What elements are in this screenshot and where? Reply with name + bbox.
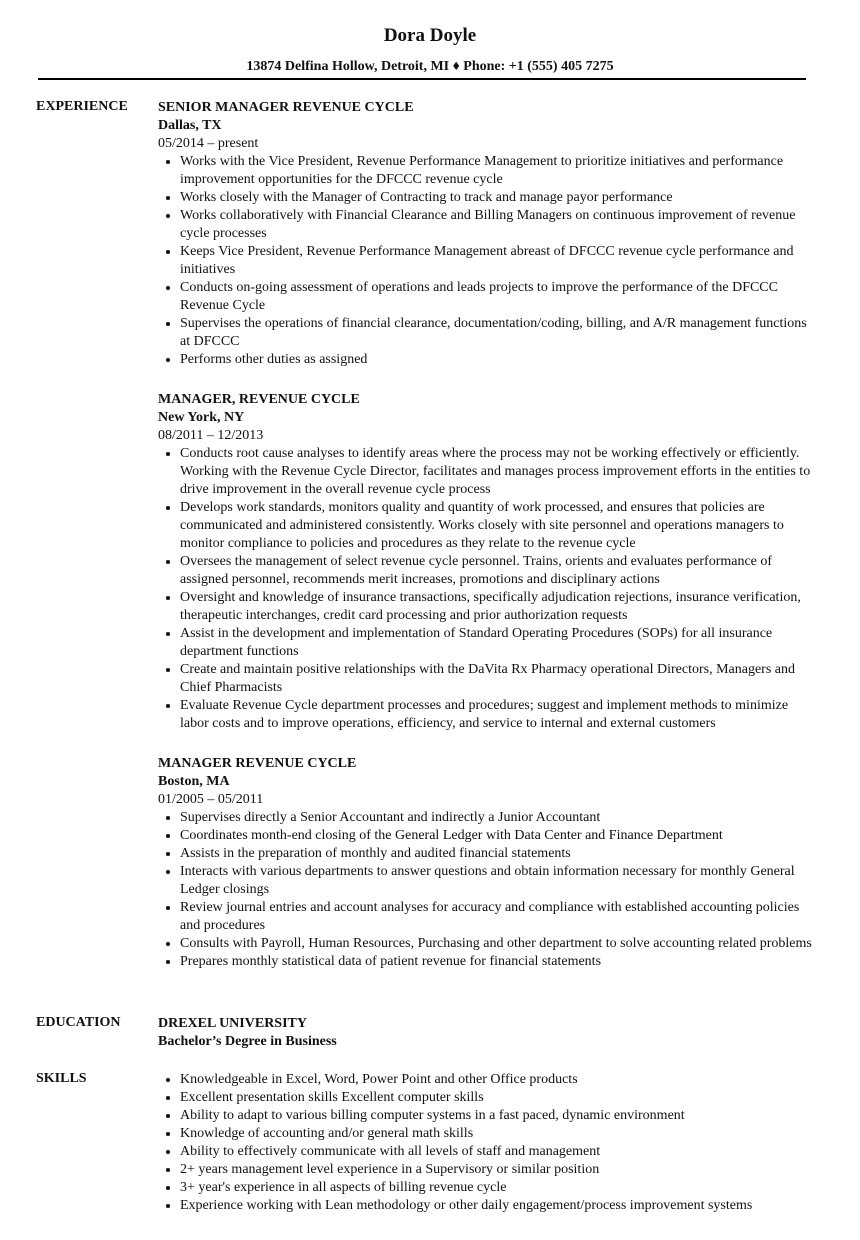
list-item: • Review journal entries and account analyses for accuracy and compliance with established accounting policies and procedures: [180, 899, 818, 935]
job-entry: [158, 99, 818, 369]
list-item: • Assists in the preparation of monthly and audited financial statements: [180, 845, 818, 863]
contact-line: 13874 Delfina Hollow, Detroit, MI ♦ Phone: +1 (555) 405 7275: [246, 59, 614, 74]
list-item: • 2+ years management level experience in a Supervisory or similar position: [180, 1161, 818, 1179]
job-dates: 01/2005 – 05/2011: [158, 792, 264, 807]
job-location: New York, NY: [158, 410, 245, 425]
education-entry: [158, 1015, 818, 1051]
list-item: • 3+ year's experience in all aspects of billing revenue cycle: [180, 1179, 818, 1197]
job-bullets: [158, 445, 818, 733]
job-title: MANAGER REVENUE CYCLE: [158, 756, 357, 771]
list-item: • Knowledgeable in Excel, Word, Power Point and other Office products: [180, 1071, 818, 1089]
job-location: Dallas, TX: [158, 118, 222, 133]
section-experience-label: EXPERIENCE: [36, 99, 128, 114]
list-item: • Performs other duties as assigned: [180, 351, 818, 369]
list-item: • Excellent presentation skills Excellent computer skills: [180, 1089, 818, 1107]
job-entry: [158, 755, 818, 971]
job-location: Boston, MA: [158, 774, 230, 789]
list-item: • Conducts on-going assessment of operations and leads projects to improve the performance of the DFCCC Revenue Cycle: [180, 279, 818, 315]
list-item: • Create and maintain positive relationships with the DaVita Rx Pharmacy operational Directors, Managers and Chief Pharmacists: [180, 661, 818, 697]
list-item: • Assist in the development and implementation of Standard Operating Procedures (SOPs) for all insurance department functions: [180, 625, 818, 661]
candidate-name: Dora Doyle: [383, 25, 477, 46]
section-education-label: EDUCATION: [36, 1015, 121, 1030]
list-item: • Oversight and knowledge of insurance transactions, specifically adjudication rejections, insurance verification, therapeutic interchanges, credit card processing and prior authorization requests: [180, 589, 818, 625]
job-title: MANAGER, REVENUE CYCLE: [158, 392, 360, 407]
list-item: • Prepares monthly statistical data of patient revenue for financial statements: [180, 953, 818, 971]
list-item: • Ability to adapt to various billing computer systems in a fast paced, dynamic environment: [180, 1107, 818, 1125]
list-item: • Keeps Vice President, Revenue Performance Management abreast of DFCCC revenue cycle performance and initiatives: [180, 243, 818, 279]
list-item: • Consults with Payroll, Human Resources, Purchasing and other department to solve accounting related problems: [180, 935, 818, 953]
job-entry: [158, 391, 818, 733]
list-item: • Supervises the operations of financial clearance, documentation/coding, billing, and A/R management functions at DFCCC: [180, 315, 818, 351]
job-bullets: [158, 153, 818, 369]
job-dates: 08/2011 – 12/2013: [158, 428, 264, 443]
list-item: • Evaluate Revenue Cycle department processes and procedures; suggest and implement methods to minimize labor costs and to improve operations, efficiency, and service to internal and external customers: [180, 697, 818, 733]
list-item: • Coordinates month-end closing of the General Ledger with Data Center and Finance Department: [180, 827, 818, 845]
list-item: • Develops work standards, monitors quality and quantity of work processed, and ensures that policies are communicated and administered consistently. Works closely with site personnel and operations managers to monitor compliance to policies and procedures as they relate to the revenue cycle: [180, 499, 818, 553]
list-item: • Works collaboratively with Financial Clearance and Billing Managers on continuous improvement of revenue cycle processes: [180, 207, 818, 243]
list-item: • Oversees the management of select revenue cycle personnel. Trains, orients and evaluates performance of assigned personnel, recommends merit increases, promotions and disciplinary actions: [180, 553, 818, 589]
list-item: • Conducts root cause analyses to identify areas where the process may not be working effectively or efficiently. Working with the Revenue Cycle Director, facilitates and manages process improvement efforts in the entities to drive improvement in the overall revenue cycle process: [180, 445, 818, 499]
school-name: DREXEL UNIVERSITY: [158, 1016, 307, 1031]
job-dates: 05/2014 – present: [158, 136, 259, 151]
list-item: • Supervises directly a Senior Accountant and indirectly a Junior Accountant: [180, 809, 818, 827]
list-item: • Ability to effectively communicate with all levels of staff and management: [180, 1143, 818, 1161]
job-title: SENIOR MANAGER REVENUE CYCLE: [158, 100, 414, 115]
degree: Bachelor’s Degree in Business: [158, 1034, 337, 1049]
list-item: • Works with the Vice President, Revenue Performance Management to prioritize initiatives and performance improvement opportunities for the DFCCC revenue cycle: [180, 153, 818, 189]
skills-bullets: [158, 1071, 818, 1215]
header-divider: [38, 78, 806, 80]
skills-list: [158, 1071, 818, 1215]
list-item: • Works closely with the Manager of Contracting to track and manage payor performance: [180, 189, 818, 207]
list-item: • Experience working with Lean methodology or other daily engagement/process improvement systems: [180, 1197, 818, 1215]
job-bullets: [158, 809, 818, 971]
list-item: • Interacts with various departments to answer questions and obtain information necessary for monthly General Ledger closings: [180, 863, 818, 899]
list-item: • Knowledge of accounting and/or general math skills: [180, 1125, 818, 1143]
section-skills-label: SKILLS: [36, 1071, 87, 1086]
